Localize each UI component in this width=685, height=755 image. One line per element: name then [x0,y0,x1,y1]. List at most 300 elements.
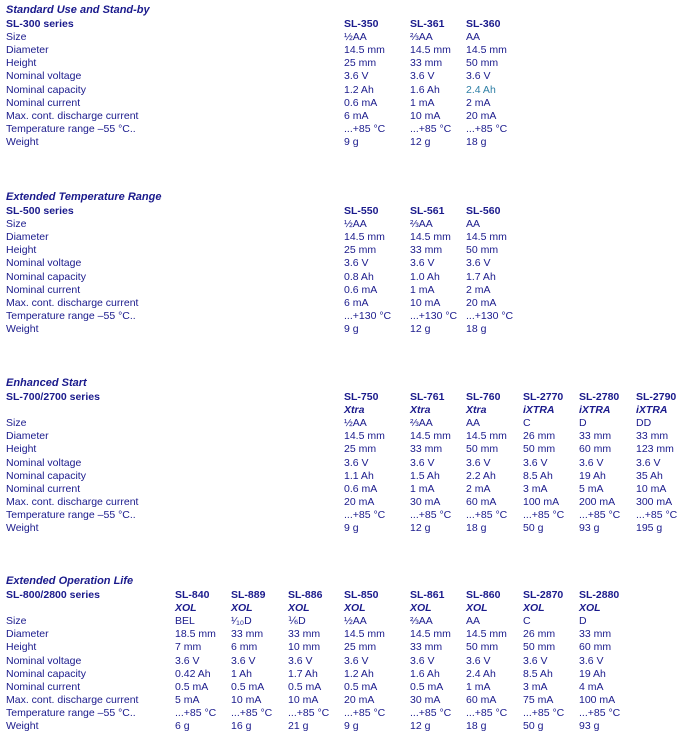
model-subtitle: XOL [231,602,253,615]
model-name: SL-550 [344,205,379,217]
spec-value: 8.5 Ah [523,667,553,680]
spec-value: 1.0 Ah [410,270,440,283]
spec-value: ...+85 °C [523,508,565,521]
spec-row [0,284,685,297]
spec-value: 9 g [344,135,359,148]
model-header-row [0,205,685,218]
spec-value: ...+85 °C [410,706,452,719]
spec-value: AA [466,31,481,44]
spec-value: 25 mm [344,641,377,654]
spec-row [0,44,685,57]
spec-row [0,231,685,244]
spec-value: 6 g [175,720,190,732]
section-title: Extended Operation Life [6,575,134,587]
spec-value: ...+85 °C [636,508,678,521]
spec-value: 30 mA [410,495,441,508]
spec-value: ...+85 °C [288,706,330,719]
spec-value: ...+85 °C [344,508,386,521]
spec-value: AA [466,218,481,231]
spec-value: 0.6 mA [344,96,378,109]
spec-value: 93 g [579,522,600,534]
spec-label: Height [6,244,37,257]
spec-value: 50 mm [523,641,556,654]
spec-value: 1.6 Ah [410,667,440,680]
spec-row [0,136,685,149]
spec-value: 33 mm [579,628,612,641]
spec-label: Temperature range –55 °C.. [6,508,136,521]
spec-value: 200 mA [579,495,616,508]
spec-value: 21 g [288,720,309,732]
spec-value: 50 g [523,522,544,534]
spec-label: Size [6,218,27,231]
spec-label: Diameter [6,628,49,641]
spec-value: 5 mA [579,482,604,495]
model-subtitle-row [0,404,685,417]
spec-row [0,244,685,257]
model-subtitle: XOL [344,602,366,615]
model-name: SL-560 [466,205,501,217]
spec-value: 300 mA [636,495,673,508]
spec-value: 33 mm [288,628,321,641]
spec-value: 9 g [344,322,359,335]
spec-value: ½AA [344,417,367,430]
spec-row [0,297,685,310]
model-name: SL-860 [466,589,501,601]
spec-value: 3.6 V [579,456,604,469]
spec-value: 4 mA [579,680,604,693]
spec-value: 18 g [466,720,487,732]
spec-value: 1.1 Ah [344,469,374,482]
spec-value: 33 mm [636,430,669,443]
spec-value: 14.5 mm [410,430,451,443]
spec-value: 20 mA [466,296,497,309]
spec-value: ½AA [344,615,367,628]
spec-label: Nominal voltage [6,456,82,469]
spec-value: ⅔AA [410,417,433,430]
spec-value: ...+85 °C [410,122,452,135]
spec-value: DD [636,417,652,430]
spec-label: Diameter [6,44,49,57]
spec-row [0,694,685,707]
spec-label: Weight [6,522,39,534]
spec-value: 0.5 mA [231,680,265,693]
model-subtitle: XOL [410,602,432,615]
spec-value: 60 mA [466,495,497,508]
spec-value: 2.4 Ah [466,667,496,680]
model-name: SL-760 [466,391,501,403]
spec-value: C [523,615,531,628]
spec-label: Size [6,615,27,628]
spec-value: 0.5 mA [344,680,378,693]
spec-row [0,97,685,110]
model-subtitle-row [0,602,685,615]
spec-value: 9 g [344,720,359,732]
spec-value: 14.5 mm [466,231,507,244]
spec-value: 50 mm [523,443,556,456]
spec-value: ...+130 °C [466,309,514,322]
spec-value: 1.2 Ah [344,83,374,96]
spec-value: 0.5 mA [175,680,209,693]
spec-value: 3.6 V [344,456,369,469]
model-name: SL-889 [231,589,266,601]
model-subtitle: XOL [175,602,197,615]
spec-label: Max. cont. discharge current [6,109,139,122]
spec-value: 14.5 mm [410,44,451,57]
spec-value: 16 g [231,720,252,732]
spec-value: 19 Ah [579,667,606,680]
spec-value: 12 g [410,720,431,732]
spec-value: ...+130 °C [344,309,392,322]
spec-label: Temperature range –55 °C.. [6,309,136,322]
spec-value: BEL [175,615,195,628]
spec-value: 6 mm [231,641,258,654]
spec-label: Weight [6,720,39,732]
spec-value: 50 mm [466,244,499,257]
spec-row [0,457,685,470]
spec-value: 14.5 mm [344,231,385,244]
model-subtitle: iXTRA [579,404,611,417]
model-name: SL-850 [344,589,379,601]
model-name: SL-761 [410,391,445,403]
spec-value: 2 mA [466,96,491,109]
model-name: SL-2790 [636,391,677,403]
spec-value: 14.5 mm [344,628,385,641]
spec-row [0,522,685,535]
spec-label: Nominal capacity [6,270,86,283]
spec-label: Nominal voltage [6,257,82,270]
spec-value: 3.6 V [466,654,491,667]
model-name: SL-2780 [579,391,620,403]
spec-value: 10 mA [410,296,441,309]
spec-row [0,271,685,284]
spec-value: 2 mA [466,283,491,296]
spec-row [0,257,685,270]
spec-value: ½AA [344,31,367,44]
spec-value: 60 mm [579,641,612,654]
spec-value: 1.6 Ah [410,83,440,96]
model-subtitle: Xtra [344,404,365,417]
spec-label: Weight [6,322,39,335]
spec-section [0,4,685,184]
spec-value: 26 mm [523,628,556,641]
spec-label: Weight [6,135,39,148]
spec-value: 195 g [636,522,663,534]
spec-label: Nominal current [6,482,81,495]
spec-value: 25 mm [344,244,377,257]
spec-value: 2.2 Ah [466,469,496,482]
spec-value: 3 mA [523,680,548,693]
model-name: SL-2770 [523,391,564,403]
model-name: SL-2870 [523,589,564,601]
spec-label: Diameter [6,231,49,244]
spec-value: 14.5 mm [344,430,385,443]
spec-value: 7 mm [175,641,202,654]
spec-value: 14.5 mm [410,231,451,244]
spec-row [0,470,685,483]
spec-value: 33 mm [410,57,443,70]
spec-label: Diameter [6,430,49,443]
spec-value: 3.6 V [344,70,369,83]
model-name: SL-840 [175,589,210,601]
spec-value: ⅔AA [410,218,433,231]
spec-value: 3 mA [523,482,548,495]
spec-value: 0.8 Ah [344,270,374,283]
spec-value: 3.6 V [466,456,491,469]
model-subtitle: iXTRA [636,404,668,417]
spec-value: 50 mm [466,57,499,70]
spec-value: ⅔AA [410,31,433,44]
spec-value: ...+85 °C [523,706,565,719]
model-name: SL-561 [410,205,445,217]
spec-value: 14.5 mm [344,44,385,57]
spec-value: 60 mm [579,443,612,456]
spec-label: Nominal voltage [6,70,82,83]
spec-row [0,323,685,336]
spec-value: 20 mA [344,693,375,706]
spec-value: 25 mm [344,443,377,456]
spec-value: ⅔AA [410,615,433,628]
spec-row [0,681,685,694]
spec-value: 12 g [410,522,431,534]
spec-value: 18 g [466,522,487,534]
spec-row [0,57,685,70]
spec-row [0,310,685,323]
spec-value: ...+85 °C [466,706,508,719]
spec-value: 14.5 mm [410,628,451,641]
model-subtitle: XOL [523,602,545,615]
model-name: SL-861 [410,589,445,601]
spec-value: 3.6 V [410,456,435,469]
spec-label: Nominal voltage [6,654,82,667]
model-subtitle: XOL [288,602,310,615]
spec-value: 0.6 mA [344,482,378,495]
spec-label: Height [6,57,37,70]
spec-value: 3.6 V [410,654,435,667]
spec-value: 9 g [344,522,359,534]
spec-value: 33 mm [410,244,443,257]
spec-value: 14.5 mm [466,44,507,57]
section-title: Extended Temperature Range [6,191,162,203]
spec-row [0,31,685,44]
spec-value: 3.6 V [466,70,491,83]
spec-value: 14.5 mm [466,430,507,443]
spec-row [0,84,685,97]
spec-value: 26 mm [523,430,556,443]
spec-value: 123 mm [636,443,674,456]
model-name: SL-750 [344,391,379,403]
spec-value: 1.7 Ah [288,667,318,680]
spec-value: 18.5 mm [175,628,216,641]
spec-value: 20 mA [466,109,497,122]
model-subtitle: iXTRA [523,404,555,417]
spec-row [0,430,685,443]
spec-value: 60 mA [466,693,497,706]
spec-value: 18 g [466,322,487,335]
spec-value: 10 mA [288,693,319,706]
spec-value: ⅙D [288,615,306,628]
spec-value: 33 mm [231,628,264,641]
spec-row [0,668,685,681]
spec-section [0,191,685,371]
series-name: SL-700/2700 series [6,391,100,403]
spec-value: 12 g [410,322,431,335]
model-name: SL-350 [344,18,379,30]
spec-row [0,70,685,83]
spec-value: 10 mA [410,109,441,122]
spec-value: 33 mm [410,641,443,654]
spec-value: 93 g [579,720,600,732]
spec-value: ...+130 °C [410,309,458,322]
spec-value: 10 mA [636,482,667,495]
model-header-row [0,18,685,31]
spec-value: 3.6 V [410,257,435,270]
series-name: SL-300 series [6,18,74,30]
spec-label: Nominal current [6,283,81,296]
spec-value: 14.5 mm [466,628,507,641]
spec-value: ...+85 °C [344,706,386,719]
spec-value: 2 mA [466,482,491,495]
spec-value: 1 mA [410,482,435,495]
spec-row [0,483,685,496]
spec-value: 0.42 Ah [175,667,211,680]
spec-value: 12 g [410,135,431,148]
model-header-row [0,589,685,602]
spec-value: 3.6 V [636,456,661,469]
series-name: SL-500 series [6,205,74,217]
spec-label: Nominal capacity [6,469,86,482]
section-title: Standard Use and Stand-by [6,4,150,16]
spec-value: 5 mA [175,693,200,706]
spec-row [0,707,685,720]
spec-value: 1.7 Ah [466,270,496,283]
spec-value: 3.6 V [466,257,491,270]
model-subtitle: Xtra [466,404,487,417]
spec-row [0,615,685,628]
spec-value: 8.5 Ah [523,469,553,482]
spec-label: Nominal current [6,680,81,693]
spec-value: ...+85 °C [579,508,621,521]
spec-section [0,575,685,755]
spec-value: 33 mm [579,430,612,443]
spec-row [0,641,685,654]
spec-label: Nominal capacity [6,667,86,680]
model-subtitle: Xtra [410,404,431,417]
spec-row [0,123,685,136]
spec-value: 20 mA [344,495,375,508]
model-subtitle: XOL [466,602,488,615]
spec-value: 1.2 Ah [344,667,374,680]
spec-value: 50 g [523,720,544,732]
model-name: SL-2880 [579,589,620,601]
spec-row [0,110,685,123]
spec-label: Height [6,641,37,654]
spec-value: 3.6 V [523,456,548,469]
spec-value: ¹⁄₁₀D [231,615,252,628]
spec-value: ...+85 °C [410,508,452,521]
spec-row [0,443,685,456]
spec-value: D [579,615,587,628]
spec-section [0,377,685,557]
spec-value: ...+85 °C [344,122,386,135]
spec-value: AA [466,417,481,430]
spec-value: 10 mA [231,693,262,706]
spec-row [0,218,685,231]
model-name: SL-360 [466,18,501,30]
spec-value: 30 mA [410,693,441,706]
spec-value: 3.6 V [175,654,200,667]
spec-value: D [579,417,587,430]
spec-value: 1 mA [410,283,435,296]
spec-row [0,417,685,430]
spec-value: 33 mm [410,443,443,456]
spec-label: Height [6,443,37,456]
spec-label: Size [6,417,27,430]
spec-value: 3.6 V [231,654,256,667]
spec-value: 3.6 V [288,654,313,667]
spec-row [0,509,685,522]
model-name: SL-886 [288,589,323,601]
spec-value: 1 Ah [231,667,253,680]
spec-value: 3.6 V [410,70,435,83]
spec-value: 3.6 V [579,654,604,667]
spec-value: 25 mm [344,57,377,70]
spec-label: Temperature range –55 °C.. [6,122,136,135]
spec-value: 35 Ah [636,469,663,482]
spec-value: 75 mA [523,693,554,706]
series-name: SL-800/2800 series [6,589,100,601]
spec-value: 3.6 V [344,654,369,667]
spec-label: Nominal capacity [6,83,86,96]
spec-value: 6 mA [344,296,369,309]
spec-value: ...+85 °C [579,706,621,719]
spec-value: 1.5 Ah [410,469,440,482]
spec-value: 100 mA [523,495,560,508]
spec-value: ...+85 °C [466,508,508,521]
spec-value: 3.6 V [344,257,369,270]
spec-label: Max. cont. discharge current [6,693,139,706]
spec-row [0,496,685,509]
spec-row [0,720,685,733]
spec-value: 1 mA [410,96,435,109]
spec-label: Max. cont. discharge current [6,296,139,309]
spec-value: 100 mA [579,693,616,706]
spec-value: 10 mm [288,641,321,654]
spec-value: ...+85 °C [231,706,273,719]
model-header-row [0,391,685,404]
spec-value: 0.6 mA [344,283,378,296]
spec-value: 18 g [466,135,487,148]
spec-value: 0.5 mA [288,680,322,693]
spec-label: Temperature range –55 °C.. [6,706,136,719]
spec-label: Size [6,31,27,44]
section-title: Enhanced Start [6,377,87,389]
spec-value: AA [466,615,481,628]
model-subtitle: XOL [579,602,601,615]
spec-value: 6 mA [344,109,369,122]
spec-row [0,628,685,641]
spec-value: 2.4 Ah [466,83,496,96]
spec-value: 50 mm [466,443,499,456]
spec-label: Nominal current [6,96,81,109]
spec-value: C [523,417,531,430]
spec-row [0,655,685,668]
spec-value: 3.6 V [523,654,548,667]
spec-value: 50 mm [466,641,499,654]
spec-value: ½AA [344,218,367,231]
spec-value: 1 mA [466,680,491,693]
spec-value: ...+85 °C [466,122,508,135]
spec-value: 0.5 mA [410,680,444,693]
